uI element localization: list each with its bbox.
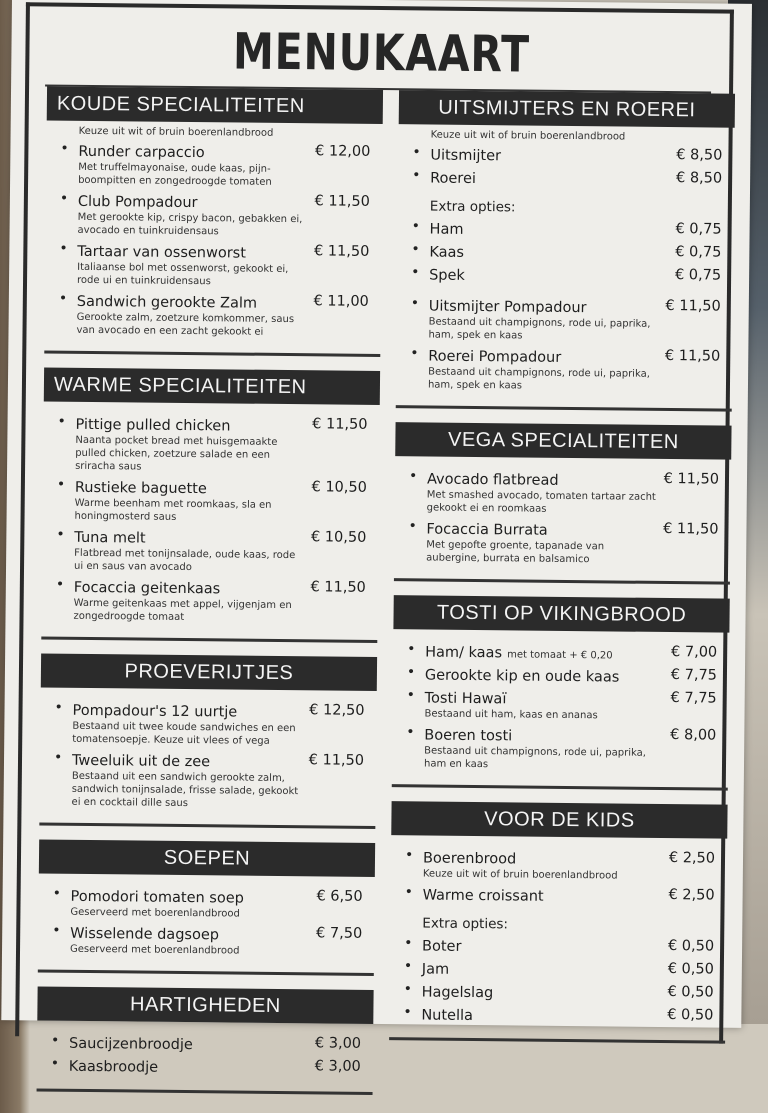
bullet-icon: • bbox=[404, 847, 414, 864]
menu-item-list bbox=[396, 295, 733, 395]
menu-item-list bbox=[389, 935, 726, 1027]
bullet-icon: • bbox=[55, 576, 65, 593]
menu-item-name: Roerei bbox=[430, 170, 477, 187]
menu-item-name: Nutella bbox=[421, 1007, 474, 1025]
menu-item-description: Geserveerd met boerenlandbrood bbox=[69, 943, 240, 957]
menu-item-name: Pittige pulled chicken bbox=[75, 416, 231, 435]
section-divider bbox=[39, 822, 375, 829]
menu-item-price: € 11,50 bbox=[314, 193, 370, 210]
section-heading: UITSMIJTERS EN ROEREI bbox=[399, 90, 735, 128]
section-proeverijtjes bbox=[40, 653, 378, 812]
menu-item-name: Tweeluik uit de zee bbox=[71, 752, 211, 771]
menu-item bbox=[37, 1055, 373, 1078]
menu-item-price: € 7,00 bbox=[670, 644, 718, 661]
section-heading: VOOR DE KIDS bbox=[391, 801, 727, 839]
menu-item bbox=[393, 641, 729, 664]
menu-item bbox=[397, 241, 733, 264]
menu-item-list bbox=[44, 140, 382, 340]
bullet-icon: • bbox=[57, 413, 66, 430]
menu-item-name: Ham/ kaas bbox=[425, 644, 503, 662]
menu-item-list bbox=[38, 885, 375, 959]
menu-item-note: met tomaat + € 0,20 bbox=[507, 649, 613, 662]
left-column bbox=[36, 86, 383, 1108]
section-voor-de-kids bbox=[389, 801, 727, 1027]
menu-item-description: Met truffelmayonaise, oude kaas, pijn-boompitten en zongedroogde tomaten bbox=[78, 161, 272, 188]
menu-item-name: Hagelslag bbox=[421, 984, 494, 1002]
menu-item bbox=[392, 687, 728, 724]
menu-item-list bbox=[392, 641, 729, 774]
menu-item-name: Boeren tosti bbox=[424, 727, 513, 745]
menu-item-name: Rustieke baguette bbox=[74, 479, 207, 498]
bullet-icon: • bbox=[406, 687, 416, 704]
menu-item-price: € 11,50 bbox=[313, 243, 370, 260]
menu-item-name: Uitsmijter Pompadour bbox=[428, 298, 587, 317]
section-soepen bbox=[38, 839, 375, 959]
section-vega-specialiteiten bbox=[394, 422, 731, 568]
menu-item bbox=[391, 884, 727, 907]
menu-item-description: Bestaand uit twee koude sandwiches en een tomatensoepje. Keuze uit vlees of vega bbox=[72, 720, 296, 747]
menu-item bbox=[41, 576, 377, 626]
section-divider bbox=[394, 578, 730, 585]
menu-item bbox=[390, 981, 726, 1004]
section-divider bbox=[41, 636, 377, 643]
menu-item-name: Focaccia Burrata bbox=[426, 521, 548, 539]
menu-item-price: € 2,50 bbox=[668, 850, 716, 867]
menu-item bbox=[392, 724, 728, 774]
menu-item-name: Kaas bbox=[429, 244, 465, 261]
bullet-icon: • bbox=[408, 468, 418, 485]
menu-item bbox=[43, 476, 379, 526]
section-koude-specialiteiten bbox=[44, 86, 383, 340]
bullet-icon: • bbox=[407, 641, 416, 658]
menu-item-name: Avocado flatbread bbox=[426, 471, 559, 489]
menu-item-name: Pomodori tomaten soep bbox=[70, 888, 244, 907]
menu-item-list bbox=[397, 218, 734, 287]
menu-item-list bbox=[398, 144, 734, 190]
menu-item-name: Ham bbox=[429, 221, 464, 238]
bullet-icon: • bbox=[404, 884, 414, 901]
menu-item-name: Kaasbroodje bbox=[68, 1058, 159, 1076]
menu-item-description: Keuze uit wit of bruin boerenlandbrood bbox=[422, 868, 618, 882]
menu-item-price: € 11,50 bbox=[312, 416, 368, 433]
menu-item-description: Met gerookte kip, crispy bacon, gebakken ei, avocado en tuinkruidensaus bbox=[77, 211, 303, 238]
menu-item-list bbox=[391, 847, 728, 907]
menu-item-price: € 0,75 bbox=[675, 244, 722, 261]
menu-item bbox=[396, 345, 732, 395]
menu-item bbox=[395, 468, 731, 518]
menu-item-description: Bestaand uit ham, kaas en ananas bbox=[424, 708, 598, 722]
menu-item-name: Uitsmijter bbox=[430, 147, 502, 165]
menu-item-price: € 0,50 bbox=[667, 984, 714, 1001]
bullet-icon: • bbox=[53, 749, 63, 766]
extra-options-title: Extra opties: bbox=[422, 915, 509, 933]
menu-item-name: Boter bbox=[422, 938, 462, 955]
bullet-icon: • bbox=[412, 144, 421, 161]
section-heading: SOEPEN bbox=[39, 839, 375, 877]
bullet-icon: • bbox=[56, 476, 66, 493]
menu-item-price: € 11,50 bbox=[310, 579, 366, 596]
menu-item-description: Bestaand uit een sandwich gerookte zalm, sandwich tonijnsalade, frisse salade, gekookt ei en cocktail dille saus bbox=[71, 770, 299, 810]
menu-item-price: € 7,50 bbox=[316, 925, 363, 942]
menu-item-name: Saucijzenbroodje bbox=[68, 1035, 193, 1054]
menu-item-price: € 11,50 bbox=[665, 297, 721, 315]
menu-item bbox=[393, 664, 729, 687]
menu-item-name: Tosti Hawaï bbox=[424, 690, 507, 708]
menu-item-description: Warme geitenkaas met appel, vijgenjam en zongedroogde tomaat bbox=[73, 597, 292, 623]
menu-item-price: € 11,50 bbox=[663, 470, 720, 488]
section-note: Keuze uit wit of bruin boerenlandbrood bbox=[78, 125, 274, 139]
menu-item bbox=[40, 749, 377, 812]
bullet-icon: • bbox=[52, 885, 61, 902]
bullet-icon: • bbox=[408, 518, 417, 535]
menu-item-description: Bestaand uit champignons, rode ui, paprika, ham, spek en kaas bbox=[427, 366, 650, 392]
section-heading: HARTIGHEDEN bbox=[37, 986, 373, 1024]
bullet-icon: • bbox=[51, 1032, 60, 1049]
section-note: Keuze uit wit of bruin boerenlandbrood bbox=[430, 129, 626, 143]
menu-item bbox=[44, 290, 380, 340]
menu-item-name: Roerei Pompadour bbox=[428, 348, 562, 366]
menu-item bbox=[391, 847, 727, 884]
menu-item-price: € 6,50 bbox=[316, 888, 363, 905]
menu-item bbox=[397, 264, 733, 287]
menu-item bbox=[390, 958, 726, 981]
menu-item bbox=[390, 935, 726, 958]
menu-item-price: € 8,00 bbox=[670, 727, 717, 744]
menu-item-name: Sandwich gerookte Zalm bbox=[76, 293, 258, 312]
menu-item bbox=[396, 295, 732, 345]
menu-item-price: € 11,00 bbox=[313, 293, 369, 310]
menu-item-list bbox=[40, 699, 377, 812]
section-heading: WARME SPECIALITEITEN bbox=[44, 367, 380, 405]
menu-item-name: Club Pompadour bbox=[77, 193, 198, 212]
bullet-icon: • bbox=[411, 241, 420, 258]
menu-item-name: Runder carpaccio bbox=[78, 143, 205, 162]
menu-item-price: € 10,50 bbox=[311, 479, 367, 496]
bullet-icon: • bbox=[52, 922, 61, 939]
bullet-icon: • bbox=[410, 345, 419, 362]
menu-item-list bbox=[37, 1032, 373, 1078]
menu-item bbox=[389, 1004, 725, 1027]
bullet-icon: • bbox=[58, 290, 68, 307]
menu-item-name: Jam bbox=[421, 961, 450, 978]
menu-item-price: € 8,50 bbox=[675, 170, 723, 187]
menu-item-price: € 0,50 bbox=[667, 1007, 714, 1024]
section-tosti-op-vikingbrood bbox=[392, 595, 730, 774]
bullet-icon: • bbox=[56, 526, 65, 543]
menu-item-price: € 3,00 bbox=[314, 1058, 361, 1075]
menu-item-price: € 7,75 bbox=[670, 667, 718, 684]
bullet-icon: • bbox=[412, 167, 421, 184]
section-divider bbox=[38, 969, 374, 976]
bullet-icon: • bbox=[54, 699, 63, 716]
menu-item-price: € 11,50 bbox=[308, 752, 365, 769]
menu-item-price: € 3,00 bbox=[314, 1035, 362, 1052]
section-divider bbox=[396, 405, 732, 412]
menu-item-price: € 12,50 bbox=[309, 702, 365, 719]
bullet-icon: • bbox=[406, 664, 416, 681]
bullet-icon: • bbox=[406, 724, 415, 741]
menu-item bbox=[42, 526, 378, 576]
menu-item-name: Pompadour's 12 uurtje bbox=[72, 702, 238, 721]
bullet-icon: • bbox=[403, 958, 413, 975]
menu-item-price: € 2,50 bbox=[668, 887, 715, 904]
section-heading: VEGA SPECIALITEITEN bbox=[395, 422, 731, 460]
menu-item-description: Geserveerd met boerenlandbrood bbox=[70, 906, 240, 920]
menu-item bbox=[398, 218, 734, 241]
menu-item bbox=[45, 240, 381, 290]
bullet-icon: • bbox=[410, 295, 420, 312]
menu-item-price: € 0,75 bbox=[674, 267, 722, 284]
bullet-icon: • bbox=[59, 240, 68, 257]
menu-item-price: € 0,50 bbox=[667, 938, 715, 955]
menu-item-name: Tuna melt bbox=[74, 529, 146, 547]
bullet-icon: • bbox=[404, 935, 413, 952]
menu-item-name: Gerookte kip en oude kaas bbox=[424, 667, 620, 686]
section-heading: KOUDE SPECIALITEITEN bbox=[47, 86, 383, 124]
menu-item-list bbox=[394, 468, 731, 568]
menu-item-description: Italiaanse bol met ossenworst, gekookt ei, rode ui en tuinkruidensaus bbox=[76, 261, 289, 288]
bullet-icon: • bbox=[403, 1004, 412, 1021]
menu-item-name: Warme croissant bbox=[422, 887, 544, 905]
menu-item-name: Focaccia geitenkaas bbox=[73, 579, 221, 598]
menu-item-description: Flatbread met tonijnsalade, oude kaas, rode ui en saus van avocado bbox=[73, 547, 296, 574]
menu-item-price: € 12,00 bbox=[314, 143, 371, 160]
menu-item bbox=[398, 144, 734, 167]
menu-item-name: Tartaar van ossenworst bbox=[77, 243, 247, 262]
bullet-icon: • bbox=[411, 218, 420, 235]
section-heading: TOSTI OP VIKINGBROOD bbox=[393, 595, 729, 633]
section-divider bbox=[37, 1088, 373, 1095]
section-divider bbox=[44, 350, 380, 357]
menu-title: MENUKAART bbox=[232, 22, 531, 84]
bullet-icon: • bbox=[60, 140, 69, 157]
menu-item-description: Met gepofte groente, tapanade van aubergine, burrata en balsamico bbox=[426, 539, 605, 566]
menu-card bbox=[1, 0, 752, 1076]
menu-item-description: Bestaand uit champignons, rode ui, paprika, ham, spek en kaas bbox=[428, 316, 651, 342]
bullet-icon: • bbox=[50, 1055, 60, 1072]
menu-item-price: € 11,50 bbox=[664, 347, 721, 365]
menu-item-price: € 10,50 bbox=[310, 529, 367, 546]
menu-item-price: € 8,50 bbox=[676, 147, 723, 164]
menu-item-name: Wisselende dagsoep bbox=[70, 925, 220, 944]
bullet-icon: • bbox=[411, 264, 420, 281]
menu-item-price: € 7,75 bbox=[670, 690, 717, 707]
menu-item-description: Gerookte zalm, zoetzure komkommer, saus van avocado en een zacht gekookt ei bbox=[76, 311, 295, 338]
menu-item-price: € 11,50 bbox=[663, 520, 719, 538]
menu-item-description: Met smashed avocado, tomaten tartaar zacht gekookt ei en roomkaas bbox=[426, 489, 656, 515]
menu-item-description: Warme beenham met roomkaas, sla en honingmosterd saus bbox=[74, 497, 272, 523]
section-divider bbox=[389, 1037, 725, 1044]
menu-item bbox=[38, 885, 374, 922]
menu-item bbox=[43, 413, 380, 476]
menu-item-description: Bestaand uit champignons, rode ui, paprika, ham en kaas bbox=[423, 745, 647, 771]
section-divider bbox=[392, 784, 728, 791]
menu-item bbox=[46, 190, 382, 240]
menu-item-name: Boerenbrood bbox=[422, 850, 517, 868]
menu-item-name: Spek bbox=[429, 267, 465, 284]
right-column bbox=[389, 90, 735, 1057]
section-hartigheden bbox=[37, 986, 374, 1078]
menu-item-description: Naanta pocket bread met huisgemaakte pulled chicken, zoetzure salade en een sriracha saus bbox=[75, 434, 278, 473]
menu-item bbox=[38, 922, 374, 959]
menu-item bbox=[40, 699, 376, 749]
bullet-icon: • bbox=[403, 981, 412, 998]
section-warme-specialiteiten bbox=[41, 367, 380, 626]
menu-item bbox=[46, 140, 382, 190]
menu-item-price: € 0,75 bbox=[675, 221, 722, 238]
menu-item bbox=[398, 167, 734, 190]
menu-item-price: € 0,50 bbox=[667, 961, 714, 978]
section-heading: PROEVERIJTJES bbox=[41, 653, 377, 691]
extra-options-title: Extra opties: bbox=[429, 198, 516, 216]
menu-item bbox=[394, 518, 730, 568]
menu-item-list bbox=[41, 413, 379, 626]
menu-item bbox=[37, 1032, 373, 1055]
section-uitsmijters-en-roerei bbox=[396, 90, 735, 395]
bullet-icon: • bbox=[59, 190, 69, 207]
